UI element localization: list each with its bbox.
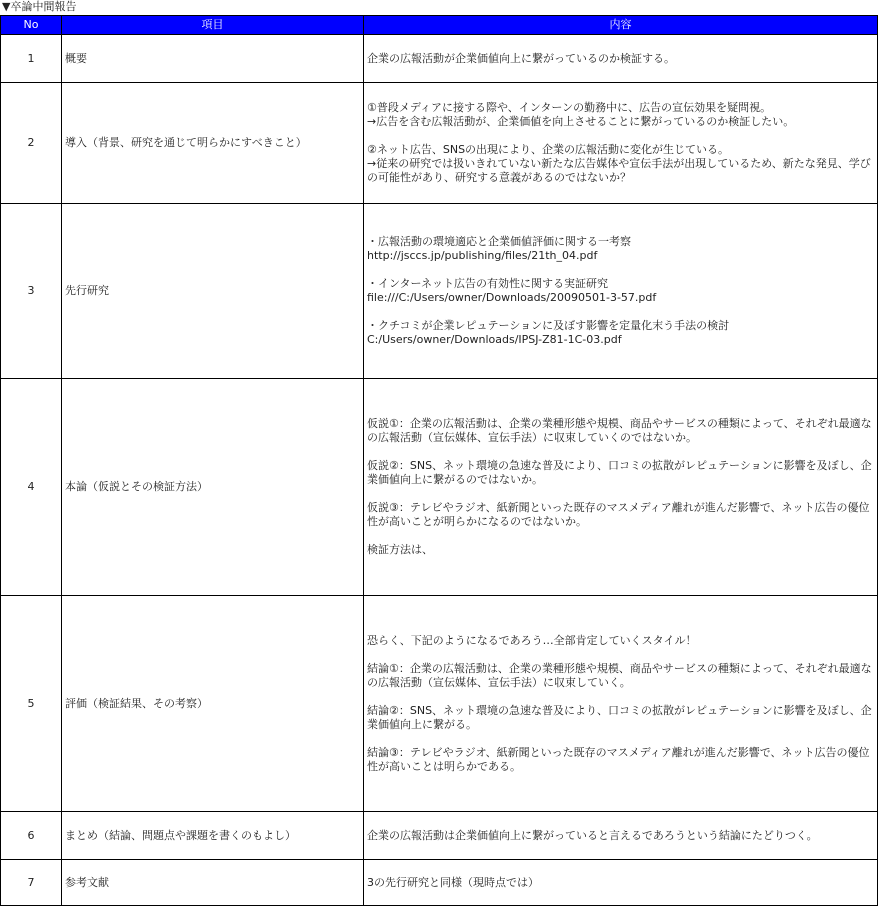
table-row [1, 860, 878, 906]
table-row [1, 83, 878, 204]
column-header-no[interactable]: No [1, 16, 62, 35]
cell-content[interactable]: 3の先行研究と同様（現時点では） [364, 860, 878, 906]
cell-content[interactable]: 企業の広報活動は企業価値向上に繋がっていると言えるであろうという結論にたどりつく。 [364, 812, 878, 860]
cell-no[interactable]: 4 [1, 379, 62, 596]
cell-content[interactable]: 仮説①：企業の広報活動は、企業の業種形態や規模、商品やサービスの種類によって、それぞれ最適なの広報活動（宣伝媒体、宣伝手法）に収束していくのではないか。 仮説②：SNS、ネット環境の急速な普及により、口コミの拡散がレピュテーションに影響を及ぼし、企業価値向上に繋がるのではないか。 仮説③：テレビやラジオ、紙新聞といった既存のマスメディア離れが進んだ影響で、ネット広告の優位性が高いことが明らかになるのではないか。 検証方法は、 [364, 379, 878, 596]
table-row [1, 596, 878, 812]
cell-item[interactable]: 導入（背景、研究を通じて明らかにすべきこと） [62, 83, 364, 204]
table-row [1, 35, 878, 83]
report-table [0, 15, 878, 906]
cell-no[interactable]: 1 [1, 35, 62, 83]
column-header-content[interactable]: 内容 [364, 16, 878, 35]
cell-no[interactable]: 6 [1, 812, 62, 860]
cell-item[interactable]: 評価（検証結果、その考察） [62, 596, 364, 812]
cell-item[interactable]: まとめ（結論、問題点や課題を書くのもよし） [62, 812, 364, 860]
column-header-item[interactable]: 項目 [62, 16, 364, 35]
table-row [1, 812, 878, 860]
cell-no[interactable]: 5 [1, 596, 62, 812]
cell-no[interactable]: 7 [1, 860, 62, 906]
cell-content[interactable]: 恐らく、下記のようになるであろう…全部肯定していくスタイル！ 結論①：企業の広報活動は、企業の業種形態や規模、商品やサービスの種類によって、それぞれ最適なの広報活動（宣伝媒体、宣伝手法）に収束していく。 結論②：SNS、ネット環境の急速な普及により、口コミの拡散がレピュテーションに影響を及ぼし、企業価値向上に繋がる。 結論③：テレビやラジオ、紙新聞といった既存のマスメディア離れが進んだ影響で、ネット広告の優位性が高いことは明らかである。 [364, 596, 878, 812]
cell-item[interactable]: 本論（仮説とその検証方法） [62, 379, 364, 596]
cell-item[interactable]: 参考文献 [62, 860, 364, 906]
cell-content[interactable]: ①普段メディアに接する際や、インターンの勤務中に、広告の宣伝効果を疑問視。 →広告を含む広報活動が、企業価値を向上させることに繋がっているのか検証したい。 ②ネット広告、SNSの出現により、企業の広報活動に変化が生じている。 →従来の研究では扱いきれていない新たな広告媒体や宣伝手法が出現しているため、新たな発見、学びの可能性があり、研究する意義があるのではないか？ [364, 83, 878, 204]
cell-no[interactable]: 3 [1, 204, 62, 379]
cell-no[interactable]: 2 [1, 83, 62, 204]
table-row [1, 204, 878, 379]
cell-item[interactable]: 先行研究 [62, 204, 364, 379]
cell-item[interactable]: 概要 [62, 35, 364, 83]
sheet-title: ▼卒論中間報告 [2, 0, 77, 13]
cell-content[interactable]: 企業の広報活動が企業価値向上に繋がっているのか検証する。 [364, 35, 878, 83]
table-row [1, 379, 878, 596]
cell-content[interactable]: ・広報活動の環境適応と企業価値評価に関する一考察 http://jsccs.jp/publishing/files/21th_04.pdf ・インターネット広告の有効性に関する実証研究 file:///C:/Users/owner/Downloads/20090501-3-57.pdf ・クチコミが企業レピュテーションに及ぼす影響を定量化末う手法の検討 C:/Users/owner/Downloads/IPSJ-Z81-1C-03.pdf [364, 204, 878, 379]
header-row [1, 16, 878, 35]
